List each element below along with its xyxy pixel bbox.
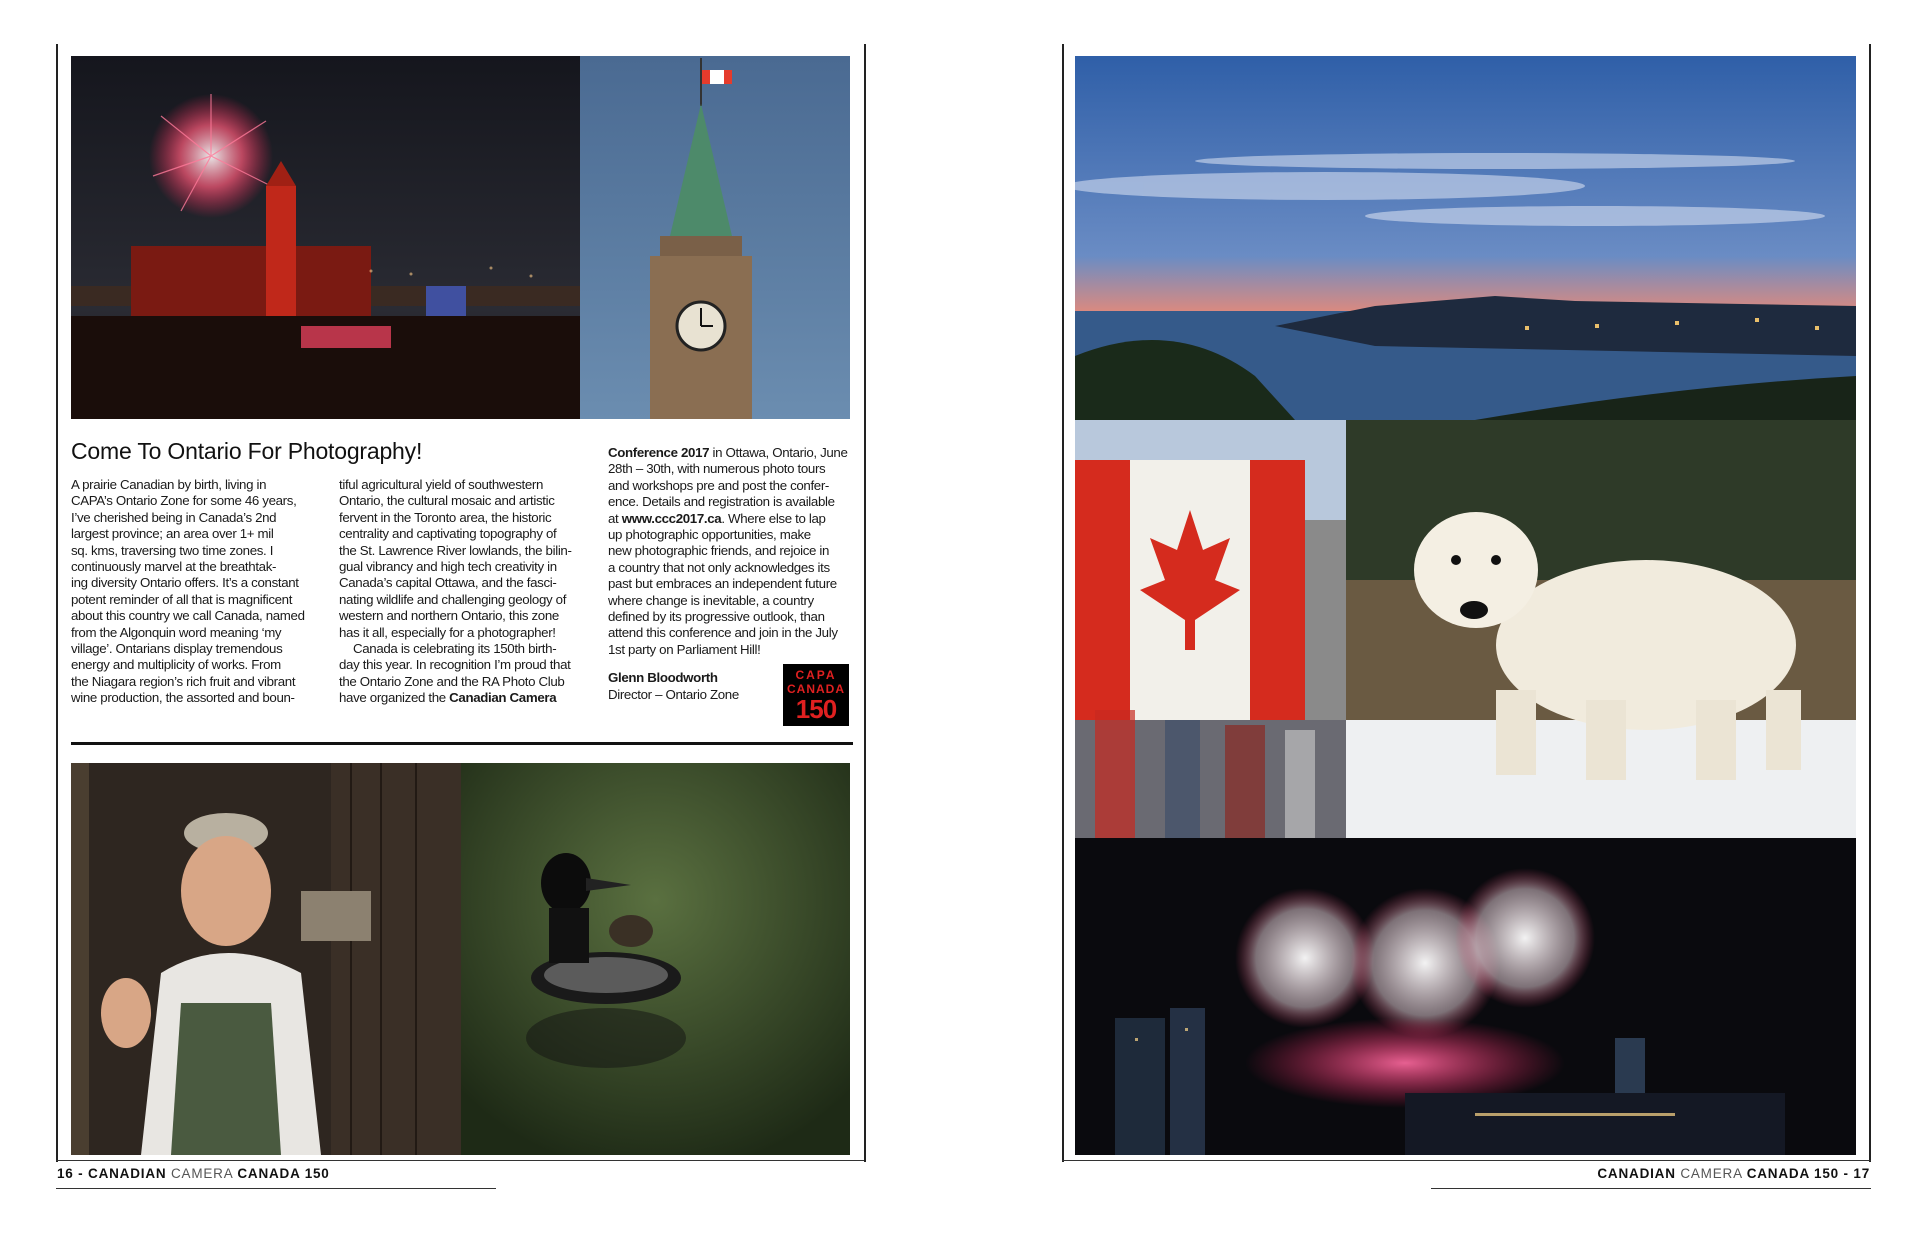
- right-page-left-rule: [1062, 44, 1064, 1162]
- col2-line: western and northern Ontario, this zone: [339, 608, 559, 624]
- col2-line: the Ontario Zone and the RA Photo Club: [339, 673, 565, 689]
- col1-line: CAPA’s Ontario Zone for some 46 years,: [71, 493, 297, 509]
- col1-line: A prairie Canadian by birth, living in: [71, 477, 267, 492]
- capa-canada-150-logo: [783, 664, 849, 726]
- col2-line: day this year. In recognition I’m proud that: [339, 657, 571, 673]
- logo-line-1: CAPA: [795, 668, 837, 682]
- col3-line: [608, 511, 853, 527]
- col1-line: potent reminder of all that is magnificent: [71, 591, 293, 607]
- author-name-text: Glenn Bloodworth: [608, 670, 718, 686]
- folio-magazine-name-light: CAMERA: [170, 1166, 238, 1181]
- col3-line: 28th – 30th, with numerous photo tours: [608, 461, 826, 477]
- fireworks-city-skyline-photo: [1075, 838, 1856, 1155]
- article-column-1: [71, 477, 311, 707]
- col2-text: have organized the: [339, 690, 450, 706]
- col2-line: Canada is celebrating its 150th birth-: [353, 641, 557, 657]
- folio-issue-name: CANADA 150: [237, 1166, 330, 1181]
- logo-line-3: 150: [795, 694, 837, 724]
- folio-page-number: 16 -: [57, 1166, 89, 1181]
- col1-line: the Niagara region’s rich fruit and vibrant: [71, 673, 296, 689]
- folio-page-number: - 17: [1838, 1166, 1870, 1181]
- col3-line: 1st party on Parliament Hill!: [608, 641, 761, 657]
- col1-line: largest province; an area over 1+ mil: [71, 526, 274, 542]
- col3-line: new photographic friends, and rejoice in: [608, 543, 830, 559]
- col1-line: energy and multiplicity of works. From: [71, 657, 281, 673]
- left-page-left-rule: [56, 44, 58, 1162]
- right-page-folio: [1597, 1166, 1870, 1181]
- conference-url-link[interactable]: www.ccc2017.ca: [621, 510, 722, 526]
- left-page-folio: [57, 1166, 330, 1181]
- col3-text: in Ottawa, Ontario, June: [709, 445, 848, 460]
- loon-with-chicks-photo: [461, 763, 850, 1155]
- col1-line: about this country we call Canada, named: [71, 608, 305, 624]
- col3-line: [608, 445, 853, 461]
- article-column-2: [339, 477, 579, 707]
- col2-line: nating wildlife and challenging geology of: [339, 591, 567, 607]
- left-folio-bottom-rule: [56, 1188, 496, 1189]
- fireworks-over-parliament-photo: [71, 56, 580, 419]
- col1-line: continuously marvel at the breathtak-: [71, 559, 277, 575]
- logo-line-2: CANADA: [787, 682, 845, 696]
- col3-line: attend this conference and join in the July: [608, 625, 838, 641]
- col2-line: Ontario, the cultural mosaic and artistic: [339, 493, 555, 509]
- col2-line: tiful agricultural yield of southwestern: [339, 477, 544, 492]
- author-title: Director – Ontario Zone: [608, 686, 739, 702]
- folio-magazine-name-light: CAMERA: [1680, 1166, 1747, 1181]
- left-folio-rule: [56, 1160, 864, 1161]
- col3-line: and workshops pre and post the confer-: [608, 477, 830, 493]
- right-folio-rule: [1062, 1160, 1871, 1161]
- col3-text: . Where else to lap: [721, 510, 826, 526]
- col3-bold-text: Conference 2017: [608, 445, 710, 460]
- col2-line: the St. Lawrence River lowlands, the bilin-: [339, 542, 572, 558]
- canadian-flag-building-photo: [1075, 420, 1346, 838]
- col3-line: defined by its progressive outlook, than: [608, 609, 825, 625]
- col3-line: past but embraces an independent future: [608, 576, 837, 592]
- col1-line: sq. kms, traversing two time zones. I: [71, 542, 274, 558]
- right-page-right-rule: [1869, 44, 1871, 1162]
- folio-issue-name: CANADA 150: [1746, 1166, 1839, 1181]
- right-folio-bottom-rule: [1431, 1188, 1871, 1189]
- harbour-city-sunset-photo: [1075, 56, 1856, 420]
- polar-bear-photo: [1346, 420, 1856, 838]
- col3-line: up photographic opportunities, make: [608, 527, 811, 543]
- col1-line: wine production, the assorted and boun-: [71, 690, 295, 706]
- col2-line: has it all, especially for a photographer!: [339, 624, 556, 640]
- col3-line: ence. Details and registration is available: [608, 494, 835, 510]
- section-divider: [71, 742, 853, 745]
- col2-line: Canada’s capital Ottawa, and the fasci-: [339, 575, 557, 591]
- col3-line: where change is inevitable, a country: [608, 592, 814, 608]
- col2-line: centrality and captivating topography of: [339, 526, 557, 542]
- peace-tower-clock-photo: [580, 56, 850, 419]
- col3-text: at: [608, 510, 622, 526]
- col1-line: ing diversity Ontario offers. It’s a constant: [71, 575, 299, 591]
- col2-bold-text: Canadian Camera: [449, 690, 557, 706]
- folio-magazine-name: CANADIAN: [88, 1166, 171, 1181]
- col1-line: from the Algonquin word meaning ‘my: [71, 624, 282, 640]
- folio-magazine-name: CANADIAN: [1597, 1166, 1681, 1181]
- col2-line: fervent in the Toronto area, the historic: [339, 509, 552, 525]
- fisherman-portrait-photo: [71, 763, 461, 1155]
- col2-line: [339, 690, 579, 706]
- article-headline: Come To Ontario For Photography!: [71, 438, 423, 464]
- col3-line: a country that not only acknowledges its: [608, 559, 830, 575]
- col2-line: gual vibrancy and high tech creativity in: [339, 559, 557, 575]
- col1-line: village’. Ontarians display tremendous: [71, 641, 283, 657]
- left-page-right-rule: [864, 44, 866, 1162]
- col1-line: I’ve cherished being in Canada’s 2nd: [71, 509, 277, 525]
